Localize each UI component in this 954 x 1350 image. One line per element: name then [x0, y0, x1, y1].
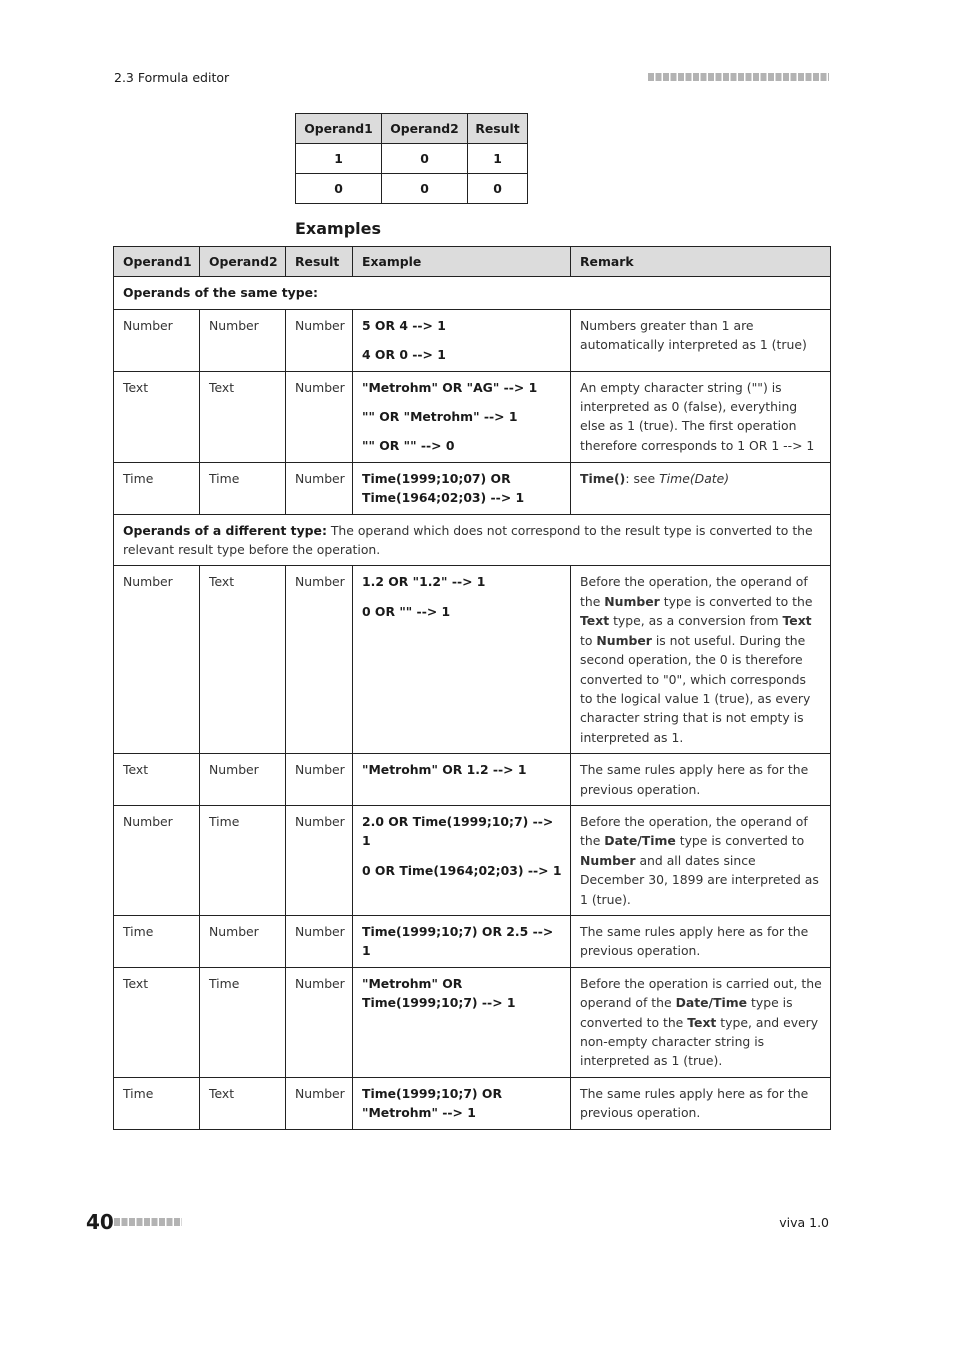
- table-row: [114, 915, 831, 967]
- cell-remark: An empty character string ("") is interpreted as 0 (false), everything else as 1 (true). The first operation therefore corresponds to 1 OR 1 --> 1: [571, 371, 831, 462]
- example-line: Time(1999;10;07) OR Time(1964;02;03) --> 1: [362, 470, 525, 506]
- remark-text: and all dates since December 30, 1899 are interpreted as 1 (true).: [580, 852, 819, 907]
- cell-example: [353, 462, 571, 514]
- table-row: [114, 967, 831, 1077]
- cell-result: Number: [286, 1077, 353, 1129]
- section-different-type-label: Operands of a different type:: [123, 522, 327, 538]
- truth-cell: 0: [382, 144, 468, 174]
- cell-operand1: Time: [114, 462, 200, 514]
- cell-example: [353, 967, 571, 1077]
- cell-operand1: Number: [114, 566, 200, 754]
- examples-header-example: Example: [353, 247, 571, 277]
- footer-product: viva 1.0: [779, 1215, 829, 1230]
- examples-table: [113, 246, 831, 1130]
- remark-bold: Text: [580, 613, 610, 629]
- remark-text: Before the operation, the operand of the: [580, 574, 808, 609]
- remark-bold: Time(): [580, 470, 626, 486]
- section-same-type: Operands of the same type:: [114, 277, 831, 309]
- table-row: [114, 462, 831, 514]
- cell-result: Number: [286, 566, 353, 754]
- cell-remark: [571, 805, 831, 915]
- page-number: 40: [86, 1210, 114, 1234]
- table-row: [114, 371, 831, 462]
- remark-text: type is converted to the: [659, 593, 813, 609]
- table-row: [114, 1077, 831, 1129]
- remark-text: Before the operation is carried out, the operand of the: [580, 975, 822, 1011]
- cell-operand1: Text: [114, 754, 200, 806]
- remark-bold: Number: [604, 593, 660, 609]
- cell-example: [353, 754, 571, 806]
- cell-example: [353, 1077, 571, 1129]
- header-decoration: [648, 73, 829, 81]
- examples-heading: Examples: [295, 219, 382, 238]
- remark-text: to: [580, 632, 597, 648]
- cell-remark: [571, 462, 831, 514]
- cell-operand2: Text: [200, 1077, 286, 1129]
- remark-text: is not useful. During the second operation, the 0 is therefore converted to "0", which corresponds to the logical value 1 (true), as every character string that is not empty is interpreted as 1.: [580, 632, 811, 745]
- table-row: [114, 566, 831, 754]
- cell-operand1: Text: [114, 967, 200, 1077]
- cell-remark: Numbers greater than 1 are automatically interpreted as 1 (true): [571, 309, 831, 371]
- cell-result: Number: [286, 754, 353, 806]
- cell-operand2: Number: [200, 309, 286, 371]
- example-line: Time(1999;10;7) OR 2.5 --> 1: [362, 923, 554, 959]
- table-row: [114, 754, 831, 806]
- cell-operand1: Time: [114, 915, 200, 967]
- footer-decoration: [114, 1218, 182, 1226]
- running-header-section: 2.3 Formula editor: [114, 70, 230, 85]
- examples-header-result: Result: [286, 247, 353, 277]
- example-line: "" OR "Metrohm" --> 1: [362, 409, 518, 425]
- remark-bold: Text: [782, 613, 812, 629]
- cell-result: Number: [286, 309, 353, 371]
- remark-text: : see: [625, 470, 660, 486]
- cell-example: [353, 371, 571, 462]
- cell-operand2: Number: [200, 754, 286, 806]
- remark-bold: Number: [596, 632, 652, 648]
- truth-cell: 0: [382, 174, 468, 204]
- cell-operand2: Text: [200, 566, 286, 754]
- cell-result: Number: [286, 915, 353, 967]
- cell-example: [353, 309, 571, 371]
- remark-text: type is converted to: [675, 833, 805, 849]
- examples-header-remark: Remark: [571, 247, 831, 277]
- cell-example: [353, 805, 571, 915]
- table-row: [114, 805, 831, 915]
- example-line: 0 OR "" --> 1: [362, 603, 451, 619]
- cell-remark: The same rules apply here as for the previous operation.: [571, 754, 831, 806]
- cell-operand2: Time: [200, 805, 286, 915]
- truth-table: [295, 113, 528, 204]
- example-line: "Metrohm" OR "AG" --> 1: [362, 379, 538, 395]
- cell-operand2: Number: [200, 915, 286, 967]
- remark-bold: Number: [580, 852, 636, 868]
- truth-cell: 1: [296, 144, 382, 174]
- remark-bold: Date/Time: [604, 833, 676, 849]
- cell-remark: The same rules apply here as for the previous operation.: [571, 915, 831, 967]
- cell-result: Number: [286, 462, 353, 514]
- remark-text: Before the operation, the operand of the: [580, 813, 808, 849]
- example-line: 0 OR Time(1964;02;03) --> 1: [362, 862, 562, 878]
- cell-operand2: Time: [200, 967, 286, 1077]
- cell-remark: The same rules apply here as for the previous operation.: [571, 1077, 831, 1129]
- cell-result: Number: [286, 371, 353, 462]
- example-line: 4 OR 0 --> 1: [362, 347, 446, 363]
- truth-cell: 0: [296, 174, 382, 204]
- section-different-type: [114, 514, 831, 566]
- example-line: "" OR "" --> 0: [362, 438, 455, 454]
- example-line: Time(1999;10;7) OR "Metrohm" --> 1: [362, 1085, 502, 1121]
- cell-operand1: Number: [114, 309, 200, 371]
- remark-text: type is converted to the: [580, 995, 793, 1030]
- cell-operand2: Time: [200, 462, 286, 514]
- examples-header-operand2: Operand2: [200, 247, 286, 277]
- remark-text: type, and every non-empty character string is interpreted as 1 (true).: [580, 1014, 819, 1069]
- truth-cell: 1: [468, 144, 528, 174]
- cell-operand1: Number: [114, 805, 200, 915]
- example-line: "Metrohm" OR Time(1999;10;7) --> 1: [362, 975, 516, 1011]
- section-different-type-text: The operand which does not correspond to the result type is converted to the relevant result type before the operation.: [123, 522, 813, 558]
- truth-header-result: Result: [468, 114, 528, 144]
- cell-remark: [571, 967, 831, 1077]
- example-line: 1.2 OR "1.2" --> 1: [362, 574, 486, 590]
- remark-italic: Time(Date): [659, 470, 730, 486]
- truth-cell: 0: [468, 174, 528, 204]
- example-line: 5 OR 4 --> 1: [362, 317, 446, 333]
- cell-example: [353, 566, 571, 754]
- cell-example: [353, 915, 571, 967]
- examples-header-operand1: Operand1: [114, 247, 200, 277]
- cell-operand1: Time: [114, 1077, 200, 1129]
- cell-result: Number: [286, 805, 353, 915]
- remark-bold: Date/Time: [675, 995, 748, 1011]
- truth-header-operand1: Operand1: [296, 114, 382, 144]
- example-line: "Metrohm" OR 1.2 --> 1: [362, 762, 527, 778]
- remark-text: type, as a conversion from: [609, 613, 783, 629]
- table-row: [114, 309, 831, 371]
- cell-operand2: Text: [200, 371, 286, 462]
- truth-header-operand2: Operand2: [382, 114, 468, 144]
- remark-bold: Text: [687, 1014, 717, 1030]
- example-line: 2.0 OR Time(1999;10;7) --> 1: [362, 813, 554, 849]
- cell-operand1: Text: [114, 371, 200, 462]
- cell-remark: [571, 566, 831, 754]
- cell-result: Number: [286, 967, 353, 1077]
